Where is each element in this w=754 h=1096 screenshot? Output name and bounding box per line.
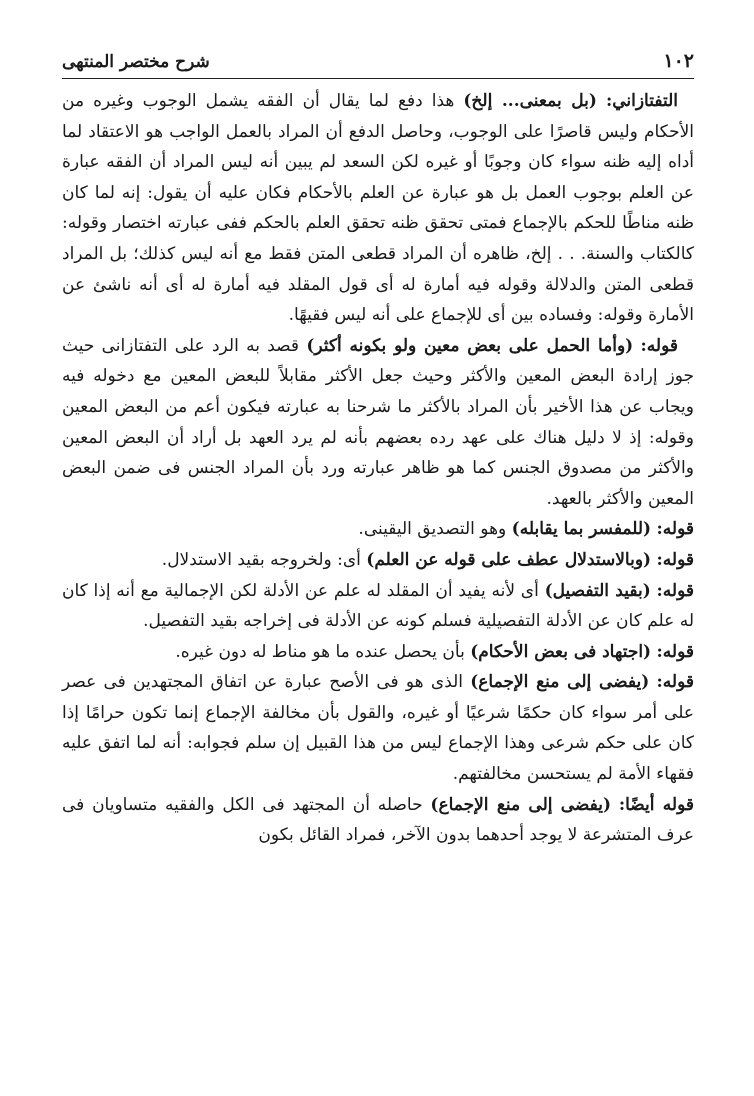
quoted-phrase: (يفضى إلى منع الإجماع) bbox=[470, 672, 650, 693]
commentary-text: أى: ولخروجه بقيد الاستدلال. bbox=[161, 549, 367, 570]
commentary-text: أى لأنه يفيد أن المقلد له علم عن الأدلة لكن الإجمالية مع أنه إذا كان له علم كان عن الأدلة التفصيلية فسلم كونه عن الأدلة فى إخراجه بقيد التفصيل. bbox=[62, 580, 694, 632]
quoted-phrase: (بل بمعنى... إلخ) bbox=[463, 91, 597, 111]
quoted-phrase: (بقيد التفصيل) bbox=[544, 580, 651, 601]
header-rule bbox=[62, 78, 694, 79]
running-title: شرح مختصر المنتهى bbox=[62, 52, 210, 72]
quoted-phrase: (اجتهاد فى بعض الأحكام) bbox=[470, 641, 652, 662]
paragraph-label: قوله: bbox=[656, 549, 694, 570]
quoted-phrase: (وأما الحمل على بعض معين ولو بكونه أكثر) bbox=[306, 335, 634, 356]
paragraph-2 bbox=[62, 331, 694, 515]
paragraph-label: قوله: bbox=[656, 580, 694, 601]
paragraph-label: قوله: bbox=[656, 641, 694, 662]
quoted-phrase: (يفضى إلى منع الإجماع) bbox=[430, 794, 612, 815]
paragraph-label: التفتازاني: bbox=[605, 91, 678, 111]
paragraph-1 bbox=[62, 86, 694, 331]
commentary-text: قصد به الرد على التفتازانى حيث جوز إرادة البعض المعين والأكثر وحيث جعل الأكثر مقابلاً للبعض المعين مع دخوله فيه ويجاب عن هذا الأخير بأن المراد بالأكثر ما شرحنا به عبارته فيكون أعم من البعض المعين وقوله: إذ لا دليل هناك على عهد رده بعضهم بأنه لم يرد العهد بل أراد أن البعض المعين والأكثر من مصدوق الجنس كما هو ظاهر عبارته ورد بأن المراد الجنس فى ضمن البعض المعين والأكثر بالعهد. bbox=[62, 335, 694, 509]
commentary-text: بأن يحصل عنده ما هو مناط له دون غيره. bbox=[175, 641, 471, 662]
quoted-phrase: (وبالاستدلال عطف على قوله عن العلم) bbox=[366, 549, 652, 570]
paragraph-4 bbox=[62, 545, 694, 576]
commentary-text: وهو التصديق اليقينى. bbox=[358, 519, 512, 540]
paragraph-8 bbox=[62, 790, 694, 851]
page-number: ١٠٢ bbox=[663, 50, 694, 72]
body-text bbox=[62, 86, 694, 851]
paragraph-7 bbox=[62, 667, 694, 789]
commentary-text: الذى هو فى الأصح عبارة عن اتفاق المجتهدين فى عصر على أمر سواء كان حكمًا شرعيًا أو غيره، والقول بأن مخالفة الإجماع إنما تكون حرامًا إذا كان على حكم شرعى وهذا الإجماع ليس من هذا القبيل إن سلم فجوابه: أنه لما اتفق عليه فقهاء الأمة لم يستحسن مخالفتهم. bbox=[62, 672, 694, 785]
commentary-text: حاصله أن المجتهد فى الكل والفقيه متساويان فى عرف المتشرعة لا يوجد أحدهما بدون الآخر، فمراد القائل بكون bbox=[62, 794, 694, 846]
paragraph-6 bbox=[62, 637, 694, 668]
quoted-phrase: (للمفسر بما يقابله) bbox=[511, 519, 652, 540]
paragraph-label: قوله: bbox=[656, 672, 694, 693]
paragraph-3 bbox=[62, 514, 694, 545]
paragraph-label: قوله: bbox=[656, 519, 694, 540]
paragraph-label: قوله: bbox=[640, 335, 678, 356]
paragraph-5 bbox=[62, 576, 694, 637]
commentary-text: هذا دفع لما يقال أن الفقه يشمل الوجوب وغيره من الأحكام وليس قاصرًا على الوجوب، وحاصل الدفع أن المراد بالعمل الواجب هو الاعتقاد لما أداه إليه ظنه سواء كان وجوبًا أو غيره لكن السعد لم يبين أنه ليس المراد أن الفقه عبارة عن العلم بوجوب العمل بل هو عبارة عن العلم بالأحكام فكان عليه أن يقول: إنه لما كان ظنه مناطًا للحكم بالإجماع فمتى تحقق ظنه تحقق العلم بالحكم ففى عبارته اختصار وقوله: كالكتاب والسنة. . . إلخ، ظاهره أن المراد قطعى المتن فقط مع أنه ليس كذلك؛ بل المراد قطعى المتن والدلالة وقوله فيه أمارة له أى قول المقلد فيه أمارة له أى أنه ناشئ عن الأمارة وقوله: وفساده بين أى للإجماع على أنه ليس فقيهًا. bbox=[62, 91, 694, 326]
paragraph-label: قوله أيضًا: bbox=[618, 794, 694, 815]
page-header bbox=[62, 48, 694, 78]
